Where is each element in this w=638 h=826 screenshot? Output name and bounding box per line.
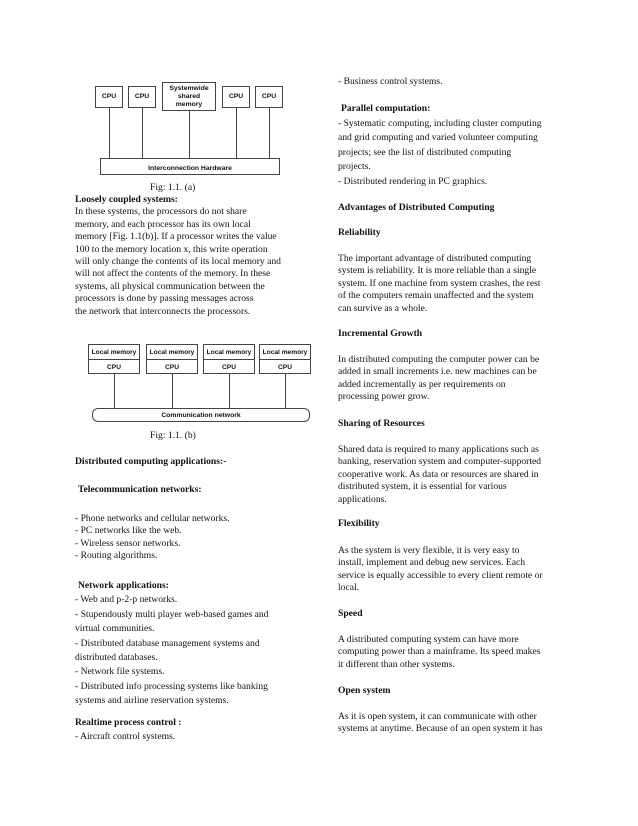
list-item: - Distributed info processing systems like banking (75, 680, 268, 692)
cpu-label: CPU (165, 363, 179, 371)
list-item: - Systematic computing, including cluster computing (338, 117, 542, 129)
body-line: can survive as a whole. (338, 302, 428, 314)
advantages-heading-block (338, 202, 573, 214)
reliability-heading-block (338, 227, 573, 239)
node-unit (259, 344, 311, 374)
body-line: will not affect the contents of the memory. In these (75, 268, 271, 280)
telecom-section (75, 484, 325, 496)
list-item: - Phone networks and cellular networks. (75, 513, 230, 524)
realtime-heading: Realtime process control : (75, 717, 182, 728)
local-memory-label: Local memory (204, 345, 254, 360)
body-line: memory [Fig. 1.1(b)]. If a processor writes the value (75, 231, 277, 243)
interconnection-hardware-label: Interconnection Hardware (148, 165, 232, 172)
applications-heading-block (75, 456, 325, 468)
list-item: virtual communities. (75, 623, 155, 635)
node-unit (146, 344, 198, 374)
cpu-label: CPU (222, 363, 236, 371)
list-item: and grid computing and varied volunteer computing (338, 132, 538, 144)
list-item: distributed databases. (75, 652, 158, 664)
loosely-coupled-heading: Loosely coupled systems: (75, 194, 178, 205)
communication-network-bar (92, 408, 310, 422)
list-item: - Web and p-2-p networks. (75, 594, 178, 606)
body-line: In these systems, the processors do not share (75, 206, 247, 218)
figure-a-caption: Fig: 1.1. (a) (150, 182, 196, 193)
body-line: will only change the contents of its local memory and (75, 256, 281, 268)
network-apps-heading: Network applications: (78, 580, 169, 591)
cpu-label: CPU (278, 363, 292, 371)
reliability-body (338, 253, 578, 315)
advantages-heading: Advantages of Distributed Computing (338, 202, 495, 213)
reliability-heading: Reliability (338, 227, 381, 238)
body-line: computing power than a mainframe. Its speed makes (338, 646, 541, 658)
interconnection-hardware-bar (100, 158, 280, 175)
applications-heading: Distributed computing applications:- (75, 456, 227, 467)
growth-heading-block (338, 328, 573, 340)
body-line: memory, and each processor has its own local (75, 218, 251, 230)
list-item: - Distributed database management systems and (75, 637, 260, 649)
body-line: added in small increments i.e. new machines can be (338, 366, 537, 378)
telecom-list (75, 513, 325, 563)
figure-1-1-a (92, 82, 292, 182)
body-line: As it is open system, it can communicate with other (338, 711, 537, 722)
list-item: - Network file systems. (75, 666, 165, 678)
parallel-section (338, 102, 573, 190)
body-line: In distributed computing the computer power can be (338, 354, 540, 365)
body-line: processors is done by passing messages across (75, 293, 254, 305)
sharing-heading-block (338, 418, 573, 430)
body-line: Shared data is required to many applications such as (338, 444, 539, 455)
body-line: added incrementally as per requirements on (338, 378, 506, 390)
body-line: distributed system, it is essential for various (338, 481, 507, 493)
realtime-section (75, 716, 325, 745)
list-item: - Wireless sensor networks. (75, 537, 181, 549)
body-line: system is reliability. It is more reliable than a single (338, 265, 537, 277)
body-line: of the computers remain unaffected and the system (338, 290, 534, 302)
cpu-box: CPU (95, 86, 123, 108)
node-unit (203, 344, 255, 374)
body-line: systems, all physical communication between the (75, 280, 265, 292)
node-unit (88, 344, 140, 374)
body-line: system. If one machine from system crashes, the rest (338, 277, 541, 289)
growth-heading: Incremental Growth (338, 328, 423, 339)
list-item: - PC networks like the web. (75, 525, 182, 537)
list-item: - Distributed rendering in PC graphics. (338, 175, 488, 187)
body-line: The important advantage of distributed computing (338, 253, 532, 264)
figure-b-caption: Fig: 1.1. (b) (150, 430, 196, 441)
body-line: it different than other systems. (338, 658, 455, 670)
flexibility-heading: Flexibility (338, 518, 380, 529)
communication-network-label: Communication network (161, 411, 241, 419)
list-item: - Stupendously multi player web-based games and (75, 608, 269, 620)
body-line: local. (338, 582, 360, 594)
body-line: processing power grow. (338, 391, 430, 403)
shared-memory-box: Systemwide shared memory (162, 82, 216, 111)
speed-body (338, 634, 578, 671)
cpu-label: CPU (107, 363, 121, 371)
open-system-body (338, 711, 578, 736)
cpu-box: CPU (255, 86, 283, 108)
local-memory-label: Local memory (260, 345, 310, 360)
connector-line (114, 374, 115, 410)
open-system-heading-block (338, 685, 573, 697)
list-item: - Aircraft control systems. (75, 731, 176, 743)
local-memory-label: Local memory (147, 345, 197, 360)
list-item: projects. (338, 161, 371, 173)
list-item: projects; see the list of distributed computing (338, 146, 512, 158)
local-memory-label: Local memory (89, 345, 139, 360)
connector-line (285, 374, 286, 410)
open-system-heading: Open system (338, 685, 391, 696)
body-line: install, implement and debug new services. Each (338, 557, 526, 569)
list-item: systems and airline reservation systems. (75, 695, 229, 707)
cpu-box: CPU (222, 86, 250, 108)
loosely-coupled-section (75, 194, 325, 318)
connector-line (229, 374, 230, 410)
sharing-heading: Sharing of Resources (338, 418, 425, 429)
body-line: systems at anytime. Because of an open system it has (338, 723, 543, 735)
sharing-body (338, 444, 578, 506)
parallel-heading: Parallel computation: (341, 103, 431, 114)
body-line: cooperative work. As data or resources are shared in (338, 468, 539, 480)
body-line: A distributed computing system can have more (338, 634, 519, 645)
connector-line (172, 374, 173, 410)
body-line: As the system is very flexible, it is very easy to (338, 545, 520, 556)
speed-heading: Speed (338, 608, 363, 619)
cpu-box: CPU (128, 86, 156, 108)
flexibility-body (338, 545, 578, 595)
body-line: service is equally accessible to every client remote or (338, 569, 543, 581)
speed-heading-block (338, 608, 573, 620)
business-item-block (338, 76, 568, 88)
list-item: - Business control systems. (338, 76, 443, 87)
growth-body (338, 354, 578, 404)
body-line: banking, reservation system and computer-supported (338, 456, 542, 468)
list-item: - Routing algorithms. (75, 550, 158, 562)
network-apps-section (75, 579, 325, 709)
body-line: 100 to the memory location x, this write operation (75, 243, 268, 255)
body-line: the network that interconnects the processors. (75, 305, 251, 317)
figure-1-1-b (88, 342, 313, 432)
telecom-heading: Telecommunication networks: (78, 484, 202, 495)
body-line: applications. (338, 493, 387, 505)
flexibility-heading-block (338, 518, 573, 530)
